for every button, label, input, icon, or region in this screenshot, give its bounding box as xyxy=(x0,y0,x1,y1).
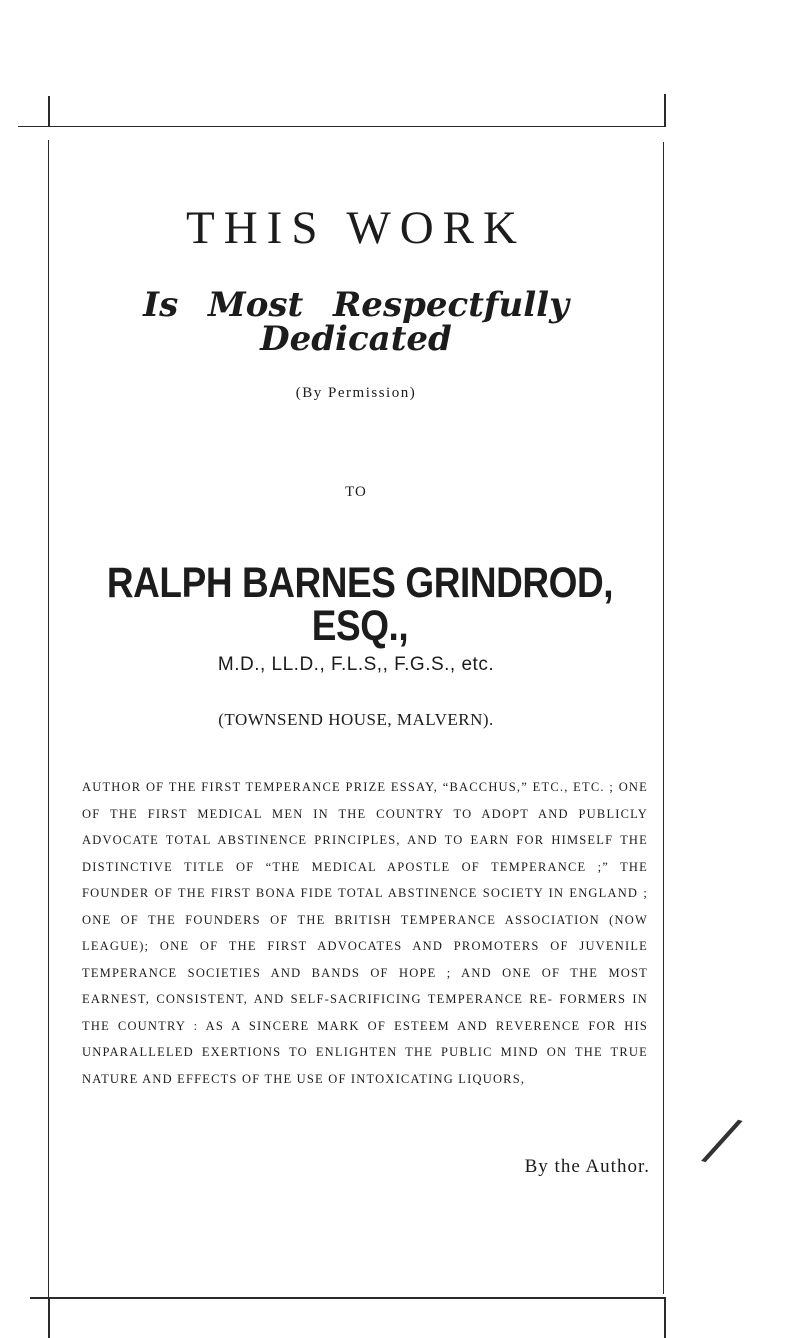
dedicatee-name: RALPH BARNES GRINDROD, ESQ., xyxy=(106,559,614,650)
frame-line-top-left xyxy=(48,96,50,127)
dedicatee-degrees: M.D., LL.D., F.L.S,, F.G.S., etc. xyxy=(217,654,495,675)
frame-line-bottom-left xyxy=(48,1298,50,1338)
permission-note: (By Permission) xyxy=(295,385,417,401)
heading: THIS WORK xyxy=(186,202,526,254)
frame-line-top xyxy=(18,126,666,127)
subheading: Is Most Respectfully Dedicated xyxy=(143,285,569,359)
dedicatee-address: (TOWNSEND HOUSE, MALVERN). xyxy=(218,710,494,729)
frame-line-top-right xyxy=(664,94,666,127)
signature: By the Author. xyxy=(524,1156,650,1177)
to-label: TO xyxy=(345,484,367,500)
dedication-body: AUTHOR OF THE FIRST TEMPERANCE PRIZE ESSAY, “BACCHUS,” ETC., ETC. ; ONE OF THE FIRST MEDICAL MEN IN THE COUNTRY TO ADOPT AND PUBLICLY ADVOCATE TOTAL ABSTINENCE PRINCIPLES, AND TO EARN FOR HIMSELF THE DISTINCTIVE TITLE OF “THE MEDICAL APOSTLE OF TEMPERANCE ;” THE FOUNDER OF THE FIRST BONA FIDE TOTAL ABSTINENCE SOCIETY IN ENGLAND ; ONE OF THE FOUNDERS OF THE BRITISH TEMPERANCE ASSOCIATION (NOW LEAGUE); ONE OF THE FIRST ADVOCATES AND PROMOTERS OF JUVENILE TEMPERANCE SOCIETIES AND BANDS OF HOPE ; AND ONE OF THE MOST EARNEST, CONSISTENT, AND SELF-SACRIFICING TEMPERANCE RE- FORMERS IN THE COUNTRY : AS A SINCERE MARK OF ESTEEM AND REVERENCE FOR HIS UNPARALLELED EXERTIONS TO ENLIGHTEN THE PUBLIC MIND ON THE TRUE NATURE AND EFFECTS OF THE USE OF INTOXICATING LIQUORS, xyxy=(82,780,648,1086)
frame-line-bottom xyxy=(30,1297,666,1299)
margin-pencil-mark: / xyxy=(703,1103,741,1177)
frame-line-bottom-right xyxy=(664,1298,666,1338)
